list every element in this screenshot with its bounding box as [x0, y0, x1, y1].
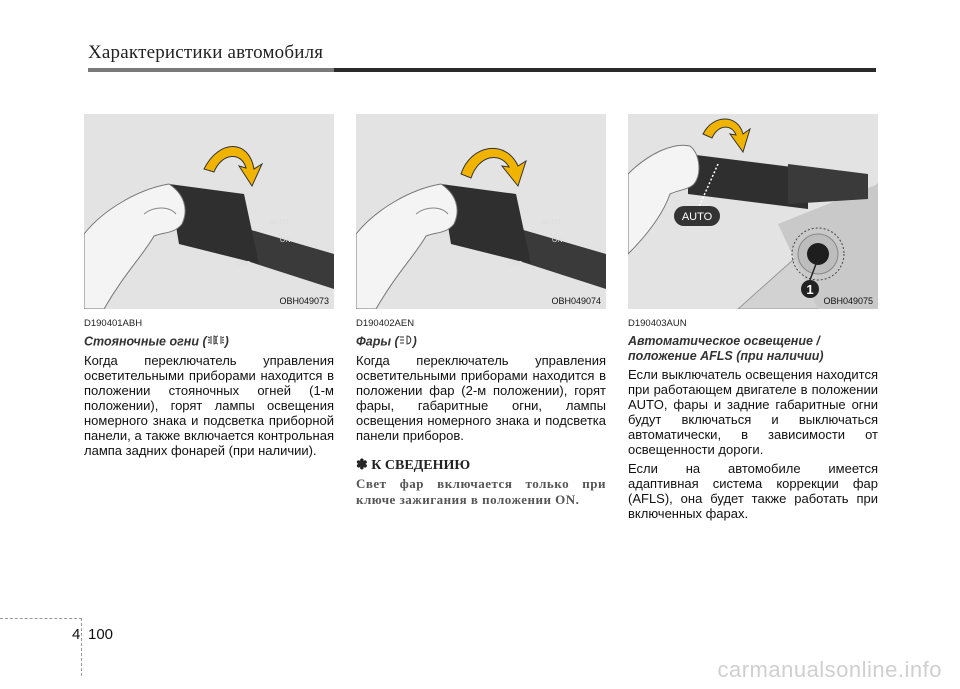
switch-label-auto: AUTO — [269, 219, 289, 226]
switch-label-on: ON — [552, 237, 563, 244]
section-heading: Фары ( ) — [356, 334, 417, 349]
auto-badge-label: AUTO — [681, 211, 713, 223]
section-paragraph: Когда переключатель управления осветительными приборами находится в положении стояночных огней (1-м положении), горят лампы освещения номерного знака и подсветка приборной панели, а также включается контрольная лампа задних фонарей (при наличии). — [84, 353, 334, 458]
header-rule-accent — [88, 68, 334, 72]
footer-rule — [0, 618, 82, 620]
figure-auto-light — [628, 114, 878, 309]
section-paragraph: Если выключатель освещения находится при работающем двигателе в положении AUTO, фары и задние габаритные огни будут включаться и выключаться автоматически, в зависимости от освещенности дороги. — [628, 367, 878, 457]
section-code: D190401ABH — [84, 318, 143, 329]
switch-label-on: ON — [280, 237, 291, 244]
section-paragraph: Если на автомобиле имеется адаптивная система коррекции фар (AFLS), она будет также работать при включенных фарах. — [628, 461, 878, 521]
column-parking-lamps — [84, 312, 334, 462]
section-heading: Стояночные огни ( ) — [84, 334, 229, 349]
stalk-illustration — [84, 114, 334, 309]
page-header-title: Характеристики автомобиля — [88, 42, 324, 63]
chapter-number: 4 — [72, 626, 81, 643]
column-auto-light — [628, 312, 878, 525]
note-title: ✽ К СВЕДЕНИЮ — [356, 458, 471, 473]
watermark: carmanualsonline.info — [717, 657, 942, 682]
figure-code: OBH049074 — [551, 296, 601, 306]
switch-label-off: OFF — [508, 261, 522, 268]
figure-code: OBH049075 — [823, 296, 873, 306]
switch-label-off: OFF — [236, 261, 250, 268]
section-code: D190403AUN — [628, 318, 687, 329]
callout-marker-label: 1 — [806, 282, 814, 297]
column-headlamps — [356, 312, 606, 508]
stalk-sensor-illustration — [628, 114, 878, 309]
stalk-illustration — [356, 114, 606, 309]
section-paragraph: Когда переключатель управления осветительными приборами находится в положении фар (2-м положении), горят фары, габаритные огни, лампы освещения номерного знака и подсветка панели приборов. — [356, 353, 606, 443]
section-code: D190402AEN — [356, 318, 415, 329]
parking-lamp-icon — [207, 334, 225, 350]
section-heading: Автоматическое освещение / положение AFLS (при наличии) — [628, 334, 824, 363]
switch-label-auto: AUTO — [541, 219, 561, 226]
note-text: Свет фар включается только при ключе зажигания в положении ON. — [356, 476, 606, 507]
figure-headlamps — [356, 114, 606, 309]
figure-parking-lamps — [84, 114, 334, 309]
page-number: 100 — [88, 626, 114, 643]
headlamp-icon — [399, 334, 413, 350]
footer-divider — [81, 618, 83, 676]
figure-code: OBH049073 — [279, 296, 329, 306]
